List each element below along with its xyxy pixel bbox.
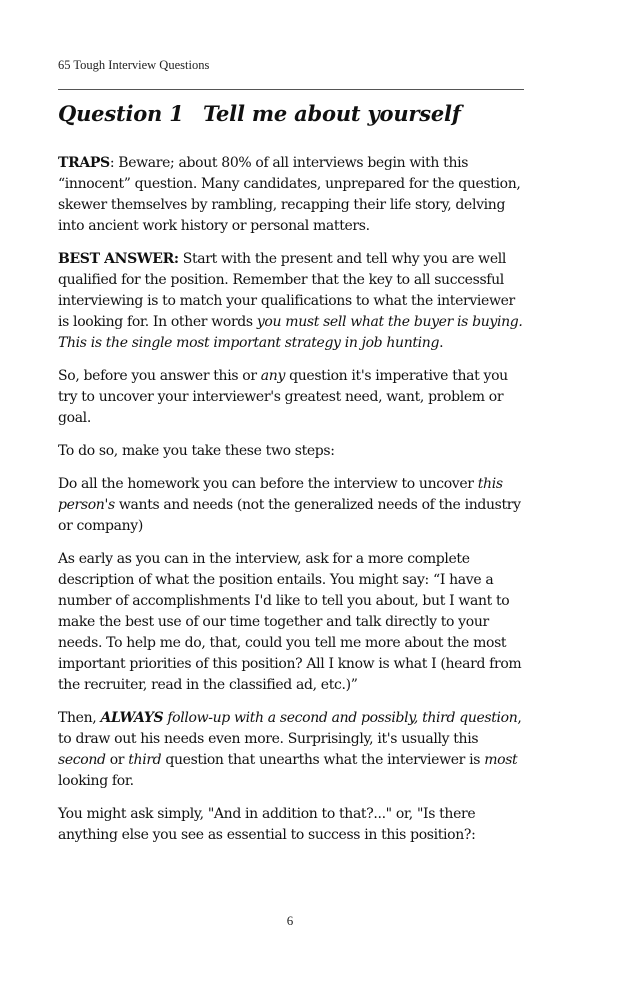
- best-answer-emphasis: you must sell what the buyer is buying. This is the single most important strategy in job hunting: [58, 314, 523, 351]
- p5-text-a: Do all the homework you can before the interview to uncover: [58, 476, 478, 492]
- p7-text-b: , to draw out his needs even more. Surprisingly, it's usually this: [58, 710, 522, 747]
- p3-emphasis: any: [260, 368, 286, 384]
- running-header: 65 Tough Interview Questions: [58, 58, 210, 72]
- p7-text-a: Then,: [58, 710, 101, 726]
- p7-always: ALWAYS: [100, 710, 164, 726]
- best-answer-paragraph: [58, 249, 528, 354]
- question-text: Tell me about yourself: [203, 101, 461, 126]
- homework-paragraph: [58, 474, 528, 537]
- traps-label: TRAPS: [58, 155, 110, 171]
- body-text: [58, 153, 528, 858]
- p7-emphasis-2: second: [58, 752, 106, 768]
- best-answer-end: .: [439, 335, 444, 351]
- page-number: 6: [286, 913, 294, 928]
- uncover-need-paragraph: [58, 366, 528, 429]
- question-number: Question 1: [58, 101, 184, 126]
- p7-emphasis-1: follow-up with a second and possibly, third question: [163, 710, 518, 726]
- traps-paragraph: [58, 153, 528, 237]
- best-answer-label: BEST ANSWER:: [58, 251, 179, 267]
- traps-text: : Beware; about 80% of all interviews begin with this “innocent” question. Many candidates, unprepared for the question, skewer themselves by rambling, recapping their life story, delving into ancient work history or personal matters.: [58, 155, 521, 234]
- p7-emphasis-3: third: [128, 752, 162, 768]
- p5-emphasis: this person's: [58, 476, 503, 513]
- header-divider: [58, 89, 524, 90]
- ask-simply-paragraph: You might ask simply, "And in addition to that?..." or, "Is there anything else you see as essential to success in this position?:: [58, 806, 476, 843]
- question-heading: [58, 101, 528, 126]
- p7-text-e: looking for.: [58, 773, 134, 789]
- best-answer-text: Start with the present and tell why you are well qualified for the position. Remember that the key to all successful interviewing is to match your qualifications to what the interviewer is looking for. In other words: [58, 251, 515, 330]
- follow-up-paragraph: [58, 708, 528, 792]
- ask-description-paragraph: As early as you can in the interview, ask for a more complete description of what the position entails. You might say: “I have a number of accomplishments I'd like to tell you about, but I want to make the best use of our time together and talk directly to your needs. To help me do, that, could you tell me more about the most important priorities of this position? All I know is what I (heard from the recruiter, read in the classified ad, etc.)”: [58, 551, 522, 693]
- p7-emphasis-4: most: [484, 752, 518, 768]
- p3-text-a: So, before you answer this or: [58, 368, 261, 384]
- p3-text-b: question it's imperative that you try to uncover your interviewer's greatest need, want, problem or goal.: [58, 368, 508, 426]
- two-steps-paragraph: To do so, make you take these two steps:: [58, 443, 335, 459]
- p5-text-b: wants and needs (not the generalized needs of the industry or company): [58, 497, 521, 534]
- p7-text-d: question that unearths what the interviewer is: [161, 752, 485, 768]
- p7-text-c: or: [105, 752, 129, 768]
